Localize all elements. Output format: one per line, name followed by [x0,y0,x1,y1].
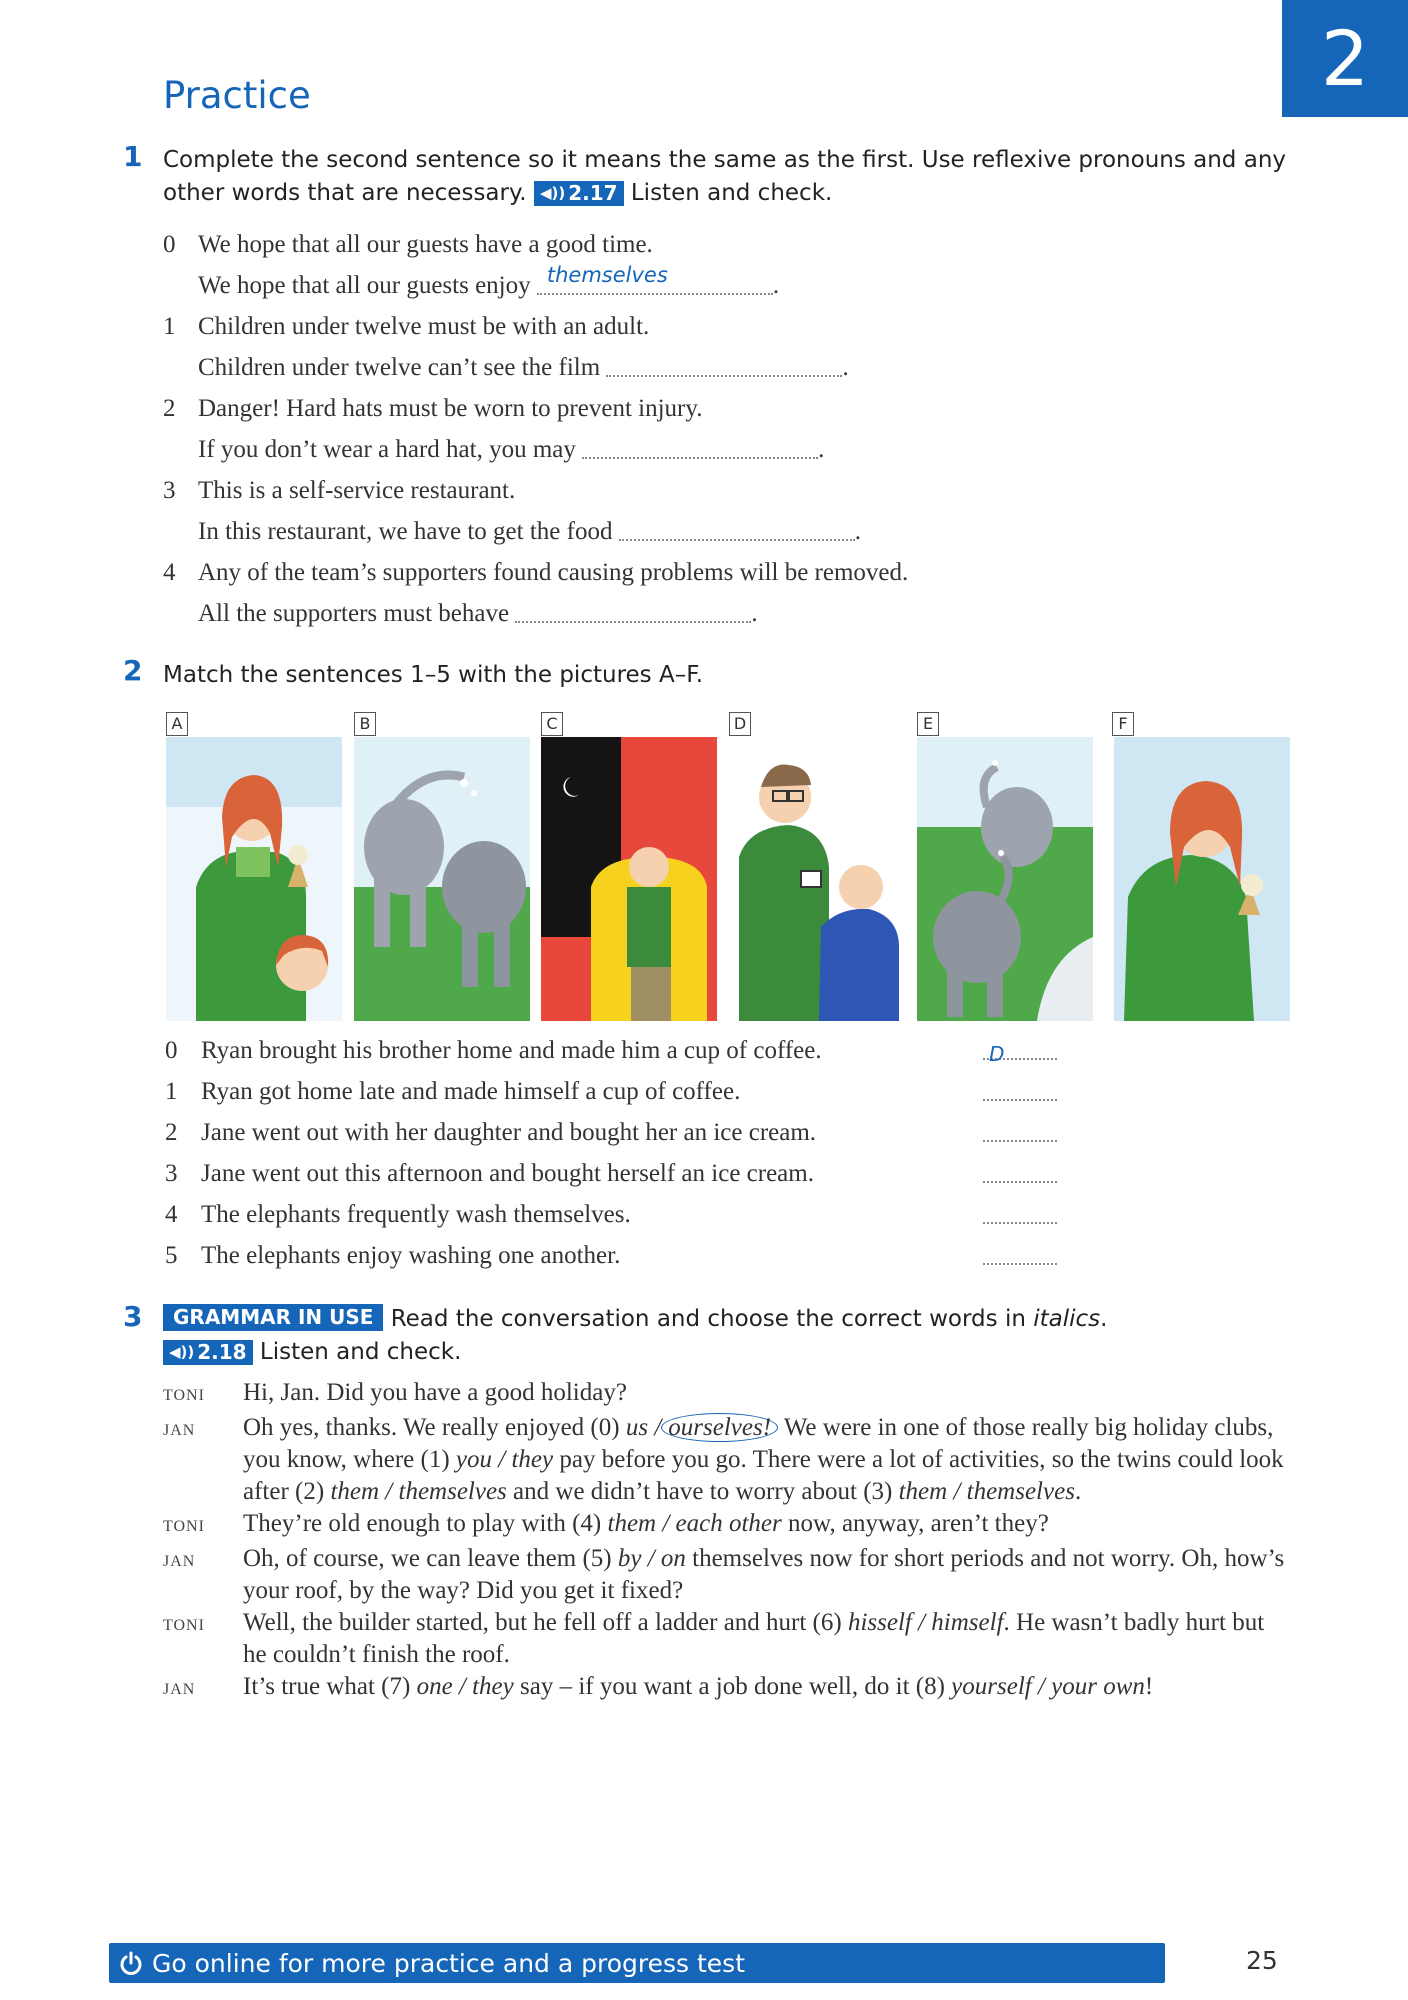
answer-blank[interactable] [983,1235,1057,1265]
exercise-2-item [163,1235,1063,1276]
picture-label-a: A [166,712,188,736]
match-sentence: Ryan brought his brother home and made him a cup of coffee. [201,1037,822,1064]
picture-label-e: E [917,712,939,736]
speech-text: Hi, Jan. Did you have a good holiday? [243,1379,627,1406]
speaker-icon: ◀)) [539,184,566,202]
dialog-turn [163,1412,1293,1508]
exercise-3-instruction: GRAMMAR IN USE Read the conversation and choose the correct words in italics. ◀)) 2.18 Listen and check. [163,1303,1303,1369]
first-sentence: Any of the team’s supporters found causing problems will be removed. [198,559,909,586]
speech-text: They’re old enough to play with (4) them / each other now, anyway, aren’t they? [243,1510,1049,1537]
picture-e-elephants-washing-themselves [917,737,1093,1021]
answer-blank[interactable] [983,1112,1057,1142]
speaker-name: JAN [163,1422,196,1439]
go-online-text: Go online for more practice and a progress test [152,1948,746,1978]
item-number: 5 [165,1242,178,1269]
exercise-1-instruction: Complete the second sentence so it means the same as the first. Use reflexive pronouns and any other words that are necessary. ◀)) 2.17 Listen and check. [163,147,1287,206]
answer-blank[interactable] [983,1153,1057,1183]
speaker-name: TONI [163,1617,205,1634]
exercise-2-instruction: Match the sentences 1–5 with the pictures A–F. [163,662,704,688]
unit-number-tab: 2 [1282,0,1408,117]
handwritten-answer: D [989,1042,1005,1066]
exercise-1-item: 3 This is a self-service restaurant. In this restaurant, we have to get the food . [163,470,1063,552]
answer-blank[interactable] [582,437,818,459]
second-sentence: Children under twelve can’t see the film [198,354,601,381]
handwritten-answer: themselves [546,263,668,287]
exercise-2-item [163,1112,1063,1153]
dialog-turn [163,1607,1293,1671]
exercise-2-item [163,1153,1063,1194]
audio-track-badge-2[interactable]: ◀)) 2.18 [163,1340,253,1365]
go-online-banner[interactable] [109,1943,1165,1983]
speaker-name: TONI [163,1387,205,1404]
item-number: 4 [163,559,176,586]
first-sentence: Children under twelve must be with an adult. [198,313,650,340]
answer-blank[interactable] [606,355,842,377]
exercise-2-number: 2 [123,654,143,687]
exercise-2-list [163,1030,1063,1276]
speech-text: Oh, of course, we can leave them (5) by / on themselves now for short periods and not worry. Oh, how’s your roof, by the way? Did you get it fixed? [243,1545,1285,1604]
match-sentence: The elephants frequently wash themselves. [201,1201,631,1228]
page-number: 25 [1246,1946,1278,1975]
speech-text: It’s true what (7) one / they say – if you want a job done well, do it (8) yourself / your own! [243,1673,1154,1700]
second-sentence: If you don’t wear a hard hat, you may [198,436,576,463]
dialog-turn [163,1543,1293,1607]
page-title: Practice [163,74,311,117]
item-number: 0 [165,1037,178,1064]
picture-label-c: C [541,712,563,736]
speech-text: Oh yes, thanks. We really enjoyed (0) us / ourselves! We were in one of those really big holiday clubs, you know, where (1) you / they pay before you go. There were a lot of activities, so the twins could look after (2) them / themselves and we didn’t have to worry about (3) them / themselves. [243,1414,1284,1505]
first-sentence: Danger! Hard hats must be worn to prevent injury. [198,395,703,422]
speaker-name: TONI [163,1518,205,1535]
exercise-1-item: 0 We hope that all our guests have a good time. We hope that all our guests enjoy themselves . [163,224,1063,306]
exercise-1-item: 4 Any of the team’s supporters found causing problems will be removed. All the supporters must behave . [163,552,1063,634]
dialog-turn [163,1671,1293,1706]
speaker-name: JAN [163,1681,196,1698]
picture-label-f: F [1112,712,1134,736]
circled-answer: ourselves! [661,1413,778,1442]
answer-blank[interactable] [983,1194,1057,1224]
power-icon [118,1950,144,1976]
second-sentence: In this restaurant, we have to get the food [198,518,613,545]
exercise-2-item [163,1194,1063,1235]
answer-blank[interactable] [515,601,751,623]
item-number: 4 [165,1201,178,1228]
speaker-name: JAN [163,1553,196,1570]
match-sentence: The elephants enjoy washing one another. [201,1242,621,1269]
exercise-1-item: 1 Children under twelve must be with an adult. Children under twelve can’t see the film . [163,306,1063,388]
answer-blank[interactable] [983,1030,1057,1066]
exercise-1-list [163,224,1063,634]
item-number: 3 [165,1160,178,1187]
speaker-icon: ◀)) [169,1343,195,1361]
picture-d-man-coffee-brother [729,737,905,1021]
match-sentence: Jane went out with her daughter and bought her an ice cream. [201,1119,817,1146]
item-number: 0 [163,231,176,258]
picture-label-d: D [729,712,751,736]
picture-b-elephants-spraying-each-other [354,737,530,1021]
item-number: 2 [163,395,176,422]
picture-a-woman-ice-cream-daughter [166,737,342,1021]
grammar-in-use-tag: GRAMMAR IN USE [163,1304,383,1331]
item-number: 2 [165,1119,178,1146]
picture-c-man-armchair-night [541,737,717,1021]
item-number: 1 [163,313,176,340]
exercise-3-number: 3 [123,1300,143,1333]
exercise-1-number: 1 [123,140,143,173]
pictures-strip [166,712,1290,1022]
second-sentence: All the supporters must behave [198,600,510,627]
dialog-turn [163,1377,1293,1412]
match-sentence: Jane went out this afternoon and bought herself an ice cream. [201,1160,814,1187]
answer-blank[interactable] [537,263,773,295]
item-number: 1 [165,1078,178,1105]
conversation [163,1377,1293,1706]
answer-blank[interactable] [983,1071,1057,1101]
exercise-1-item: 2 Danger! Hard hats must be worn to prevent injury. If you don’t wear a hard hat, you may . [163,388,1063,470]
first-sentence: This is a self-service restaurant. [198,477,516,504]
audio-track-badge[interactable]: ◀)) 2.17 [534,181,624,206]
exercise-2-item [163,1071,1063,1112]
picture-label-b: B [354,712,376,736]
item-number: 3 [163,477,176,504]
speech-text: Well, the builder started, but he fell off a ladder and hurt (6) hisself / himself. He wasn’t badly hurt but he couldn’t finish the roof. [243,1609,1265,1668]
answer-blank[interactable] [619,519,855,541]
dialog-turn [163,1508,1293,1543]
match-sentence: Ryan got home late and made himself a cup of coffee. [201,1078,741,1105]
exercise-2-item [163,1030,1063,1071]
picture-f-woman-ice-cream-alone [1114,737,1290,1021]
second-sentence: We hope that all our guests enjoy [198,272,531,299]
first-sentence: We hope that all our guests have a good time. [198,231,653,258]
